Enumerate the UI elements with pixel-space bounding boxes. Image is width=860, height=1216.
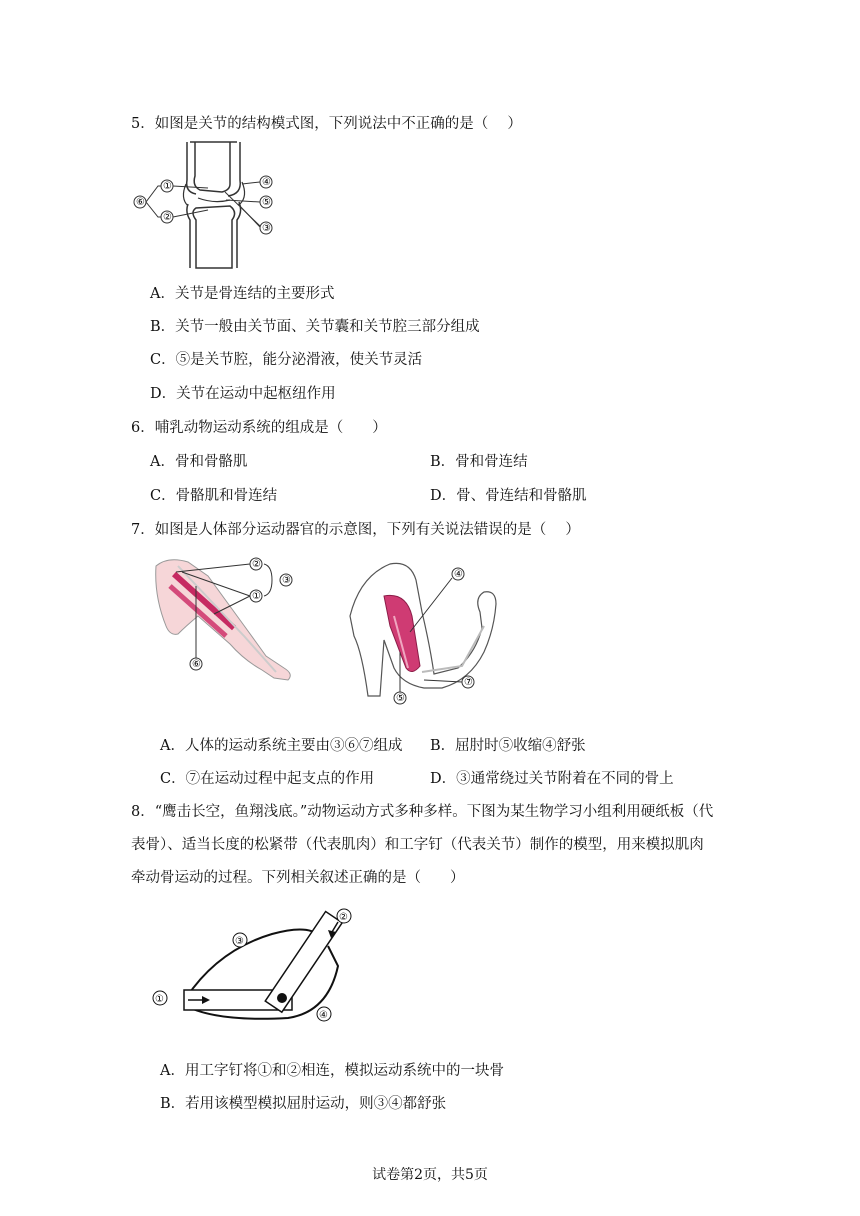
q7-option-a: A．人体的运动系统主要由③⑥⑦组成 bbox=[160, 738, 403, 754]
muscle-bone-model-diagram bbox=[148, 906, 368, 1026]
joint-structure-diagram bbox=[130, 140, 280, 272]
q8-label-3: ③ bbox=[235, 936, 244, 947]
q5-option-a: A．关节是骨连结的主要形式 bbox=[150, 286, 335, 302]
q7-right-label-4: ④ bbox=[454, 569, 463, 580]
page-footer: 试卷第2页，共5页 bbox=[372, 1167, 488, 1183]
q6-option-b: B．骨和骨连结 bbox=[430, 454, 528, 470]
q7-right-label-5: ⑤ bbox=[396, 693, 405, 704]
arm-extended-diagram bbox=[148, 556, 318, 686]
q8-label-1: ① bbox=[155, 994, 164, 1005]
q7-right-label-7: ⑦ bbox=[464, 677, 473, 688]
q7-option-d: D．③通常绕过关节附着在不同的骨上 bbox=[430, 771, 674, 787]
q7-left-label-1: ① bbox=[252, 591, 261, 602]
q8-stem-line1: 8．“鹰击长空，鱼翔浅底。”动物运动方式多种多样。下图为某生物学习小组利用硬纸板（代 bbox=[131, 804, 714, 820]
q8-option-b: B．若用该模型模拟屈肘运动，则③④都舒张 bbox=[160, 1096, 447, 1112]
q7-stem: 7．如图是人体部分运动器官的示意图，下列有关说法错误的是（ ） bbox=[131, 522, 580, 538]
arm-flexed-diagram bbox=[350, 556, 510, 706]
q5-label-2: ② bbox=[163, 212, 172, 223]
q5-option-b: B．关节一般由关节面、关节囊和关节腔三部分组成 bbox=[150, 319, 480, 335]
q7-left-label-2: ② bbox=[252, 559, 261, 570]
q7-left-label-6: ⑥ bbox=[192, 659, 201, 670]
q5-label-4: ④ bbox=[262, 177, 271, 188]
q5-label-5: ⑤ bbox=[262, 197, 271, 208]
q5-stem: 5．如图是关节的结构模式图，下列说法中不正确的是（ ） bbox=[131, 116, 522, 132]
q6-option-d: D．骨、骨连结和骨骼肌 bbox=[430, 488, 587, 504]
q6-option-a: A．骨和骨骼肌 bbox=[150, 454, 248, 470]
q7-option-b: B．屈肘时⑤收缩④舒张 bbox=[430, 738, 586, 754]
q5-label-3: ③ bbox=[262, 223, 271, 234]
q8-option-a: A．用工字钉将①和②相连，模拟运动系统中的一块骨 bbox=[160, 1063, 504, 1079]
q8-stem-line2: 表骨）、适当长度的松紧带（代表肌肉）和工字钉（代表关节）制作的模型，用来模拟肌肉 bbox=[131, 837, 704, 853]
q8-label-4: ④ bbox=[319, 1010, 328, 1021]
q6-stem: 6．哺乳动物运动系统的组成是（ ） bbox=[131, 420, 387, 436]
q7-option-c: C．⑦在运动过程中起支点的作用 bbox=[160, 771, 375, 787]
q5-label-6: ⑥ bbox=[136, 197, 145, 208]
q8-label-2: ② bbox=[339, 912, 348, 923]
q5-label-1: ① bbox=[163, 181, 172, 192]
q5-option-c: C．⑤是关节腔，能分泌滑液，使关节灵活 bbox=[150, 352, 423, 368]
q5-option-d: D．关节在运动中起枢纽作用 bbox=[150, 386, 336, 402]
q7-left-label-3: ③ bbox=[282, 575, 291, 586]
q8-stem-line3: 牵动骨运动的过程。下列相关叙述正确的是（ ） bbox=[131, 870, 465, 886]
q6-option-c: C．骨骼肌和骨连结 bbox=[150, 488, 278, 504]
